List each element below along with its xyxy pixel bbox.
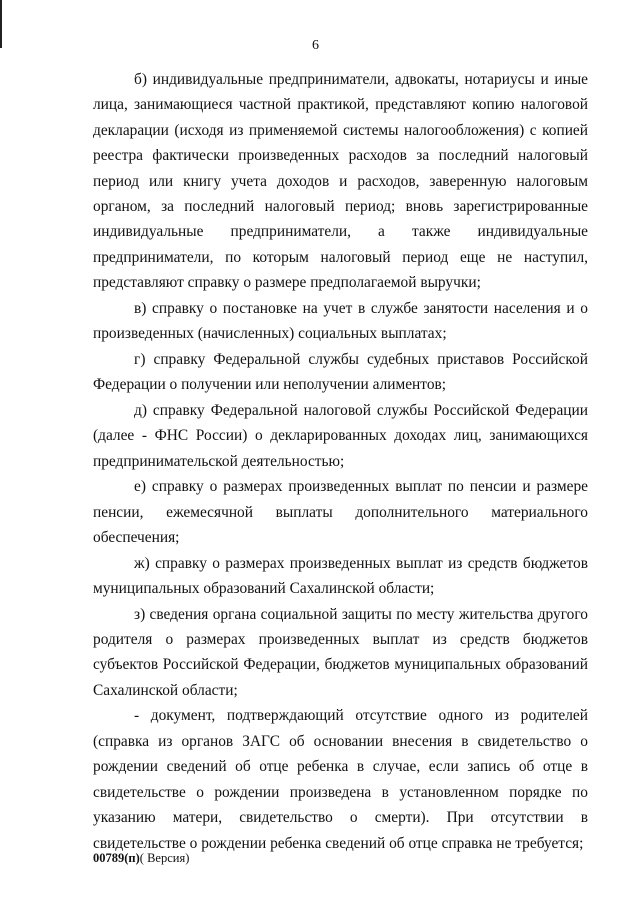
document-footer [93,850,189,866]
paragraph-d: д) справку Федеральной налоговой службы Российской Федерации (далее - ФНС России) о декларированных доходах лиц, занимающихся предпринимательской деятельностью; [93,401,588,470]
paragraph-absence-document: - документ, подтверждающий отсутствие одного из родителей (справка из органов ЗАГС об основании внесения в свидетельство о рождении сведений об отце ребенка в случае, если запись об отце в свидетельстве о рождении произведена в установленном порядке по указанию матери, свидетельство о смерти). При отсутствии в свидетельстве о рождении ребенка сведений об отце справка не требуется; [93,707,588,852]
paragraph-z: з) сведения органа социальной защиты по месту жительства другого родителя о размерах произведенных выплат из средств бюджетов субъектов Российской Федерации, бюджетов муниципальных образований Сахалинской области; [93,605,588,699]
document-version: ( Версия) [139,851,190,865]
paragraph-e: е) справку о размерах произведенных выплат по пенсии и размере пенсии, ежемесячной выплаты дополнительного материального обеспечения; [93,478,588,547]
document-code: 00789(п) [93,851,140,865]
page-number: 6 [312,38,319,53]
document-body [93,67,588,856]
paragraph-g: г) справку Федеральной службы судебных приставов Российской Федерации о получении или неполучении алиментов; [93,350,588,394]
paragraph-b: б) индивидуальные предприниматели, адвокаты, нотариусы и иные лица, занимающиеся частной практикой, представляют копию налоговой декларации (исходя из применяемой системы налогообложения) с копией реестра фактически произведенных расходов за последний налоговый период или книгу учета доходов и расходов, заверенную налоговым органом, за последний налоговый период; вновь зарегистрированные индивидуальные предприниматели, а также индивидуальные предприниматели, по которым налоговый период еще не наступил, представляют справку о размере предполагаемой выручки; [93,71,588,292]
paragraph-v: в) справку о постановке на учет в службе занятости населения и о произведенных (начисленных) социальных выплатах; [93,299,588,343]
paragraph-zh: ж) справку о размерах произведенных выплат из средств бюджетов муниципальных образований Сахалинской области; [93,554,588,598]
